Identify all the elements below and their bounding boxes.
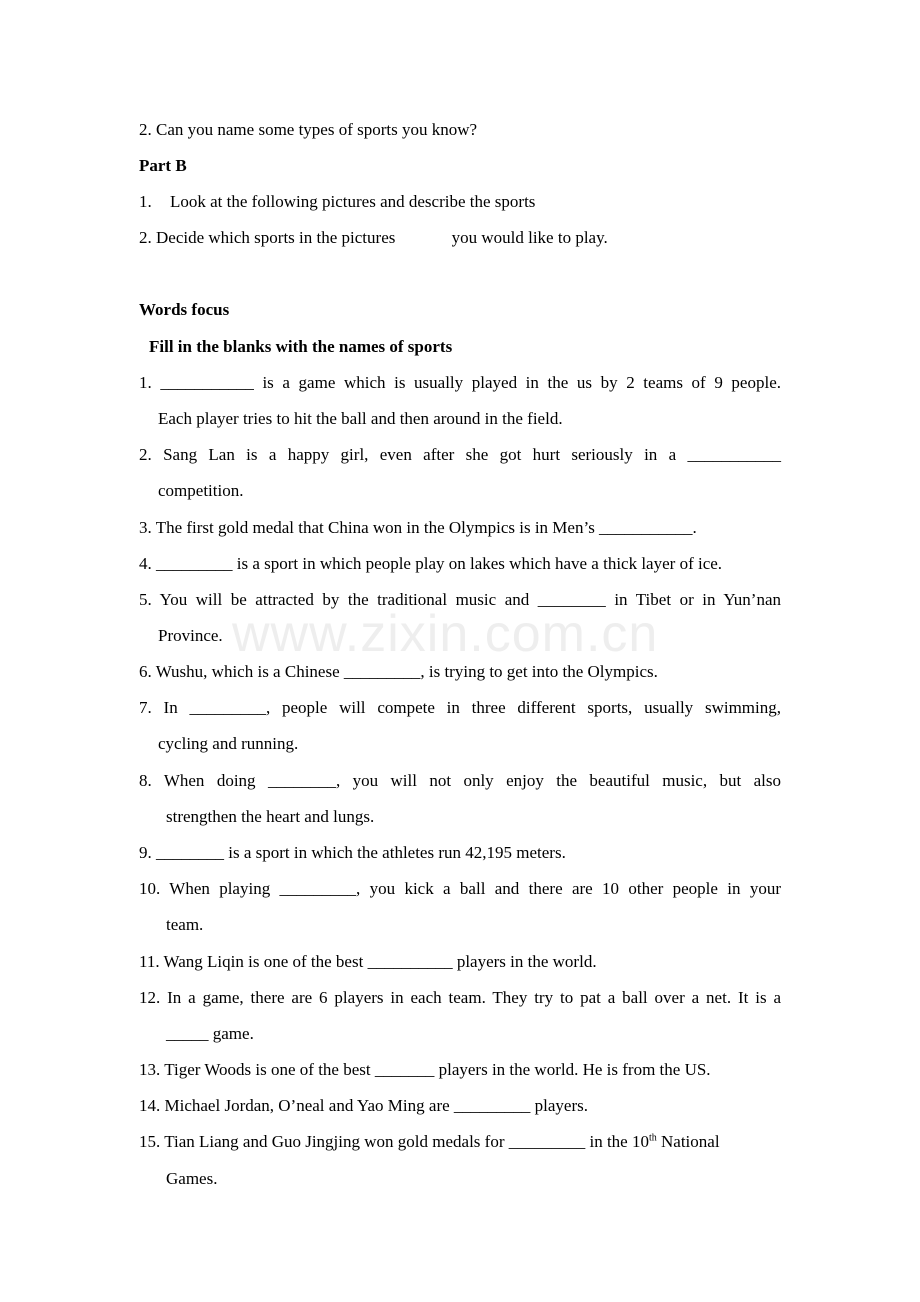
item-15-superscript: th [648, 1132, 657, 1144]
part-b-item-1-number: 1. [139, 192, 152, 211]
part-b-item-1 [139, 191, 535, 213]
item-9: 9. ________ is a sport in which the athletes run 42,195 meters. [139, 843, 566, 862]
question-2: 2. Can you name some types of sports you know? [139, 120, 478, 139]
item-10-line-2: team. [166, 915, 204, 934]
part-b-item-2 [139, 227, 608, 249]
item-7-line-2: cycling and running. [158, 734, 299, 753]
item-15-line-1 [139, 1131, 781, 1153]
item-15-text-b: National [656, 1132, 720, 1151]
item-15-text-a: 15. Tian Liang and Guo Jingjing won gold medals for _________ in the 10 [139, 1132, 649, 1151]
item-5-line-2: Province. [158, 626, 223, 645]
item-3: 3. The first gold medal that China won in the Olympics is in Men’s ___________. [139, 518, 697, 537]
item-4: 4. _________ is a sport in which people play on lakes which have a thick layer of ice. [139, 554, 723, 573]
item-10-line-1: 10. When playing _________, you kick a ball and there are 10 other people in your [139, 879, 781, 898]
part-b-item-2-text-b: you would like to play. [451, 228, 608, 247]
item-1-line-2: Each player tries to hit the ball and then around in the field. [158, 409, 563, 428]
item-13: 13. Tiger Woods is one of the best _______ players in the world. He is from the US. [139, 1060, 711, 1079]
part-b-item-1-text: Look at the following pictures and describe the sports [170, 192, 536, 211]
item-12-line-2: _____ game. [166, 1024, 254, 1043]
item-12-line-1: 12. In a game, there are 6 players in each team. They try to pat a ball over a net. It is a [139, 988, 781, 1007]
item-6: 6. Wushu, which is a Chinese _________, is trying to get into the Olympics. [139, 662, 658, 681]
item-15-line-2: Games. [166, 1169, 218, 1188]
item-1-line-1: 1. ___________ is a game which is usually played in the us by 2 teams of 9 people. [139, 373, 781, 392]
item-2-line-2: competition. [158, 481, 244, 500]
item-14: 14. Michael Jordan, O’neal and Yao Ming are _________ players. [139, 1096, 588, 1115]
watermark: www.zixin.com.cn [232, 605, 659, 663]
instruction: Fill in the blanks with the names of sports [149, 337, 453, 356]
part-b-item-2-text-a: 2. Decide which sports in the pictures [139, 228, 396, 247]
item-8-line-1: 8. When doing ________, you will not only enjoy the beautiful music, but also [139, 771, 781, 790]
words-focus-heading: Words focus [139, 300, 230, 319]
item-2-line-1: 2. Sang Lan is a happy girl, even after she got hurt seriously in a ___________ [139, 445, 781, 464]
item-5-line-1: 5. You will be attracted by the traditional music and ________ in Tibet or in Yun’nan [139, 590, 781, 609]
part-b-heading: Part B [139, 156, 187, 175]
item-7-line-1: 7. In _________, people will compete in three different sports, usually swimming, [139, 698, 781, 717]
item-8-line-2: strengthen the heart and lungs. [166, 807, 375, 826]
item-11: 11. Wang Liqin is one of the best __________ players in the world. [139, 952, 597, 971]
